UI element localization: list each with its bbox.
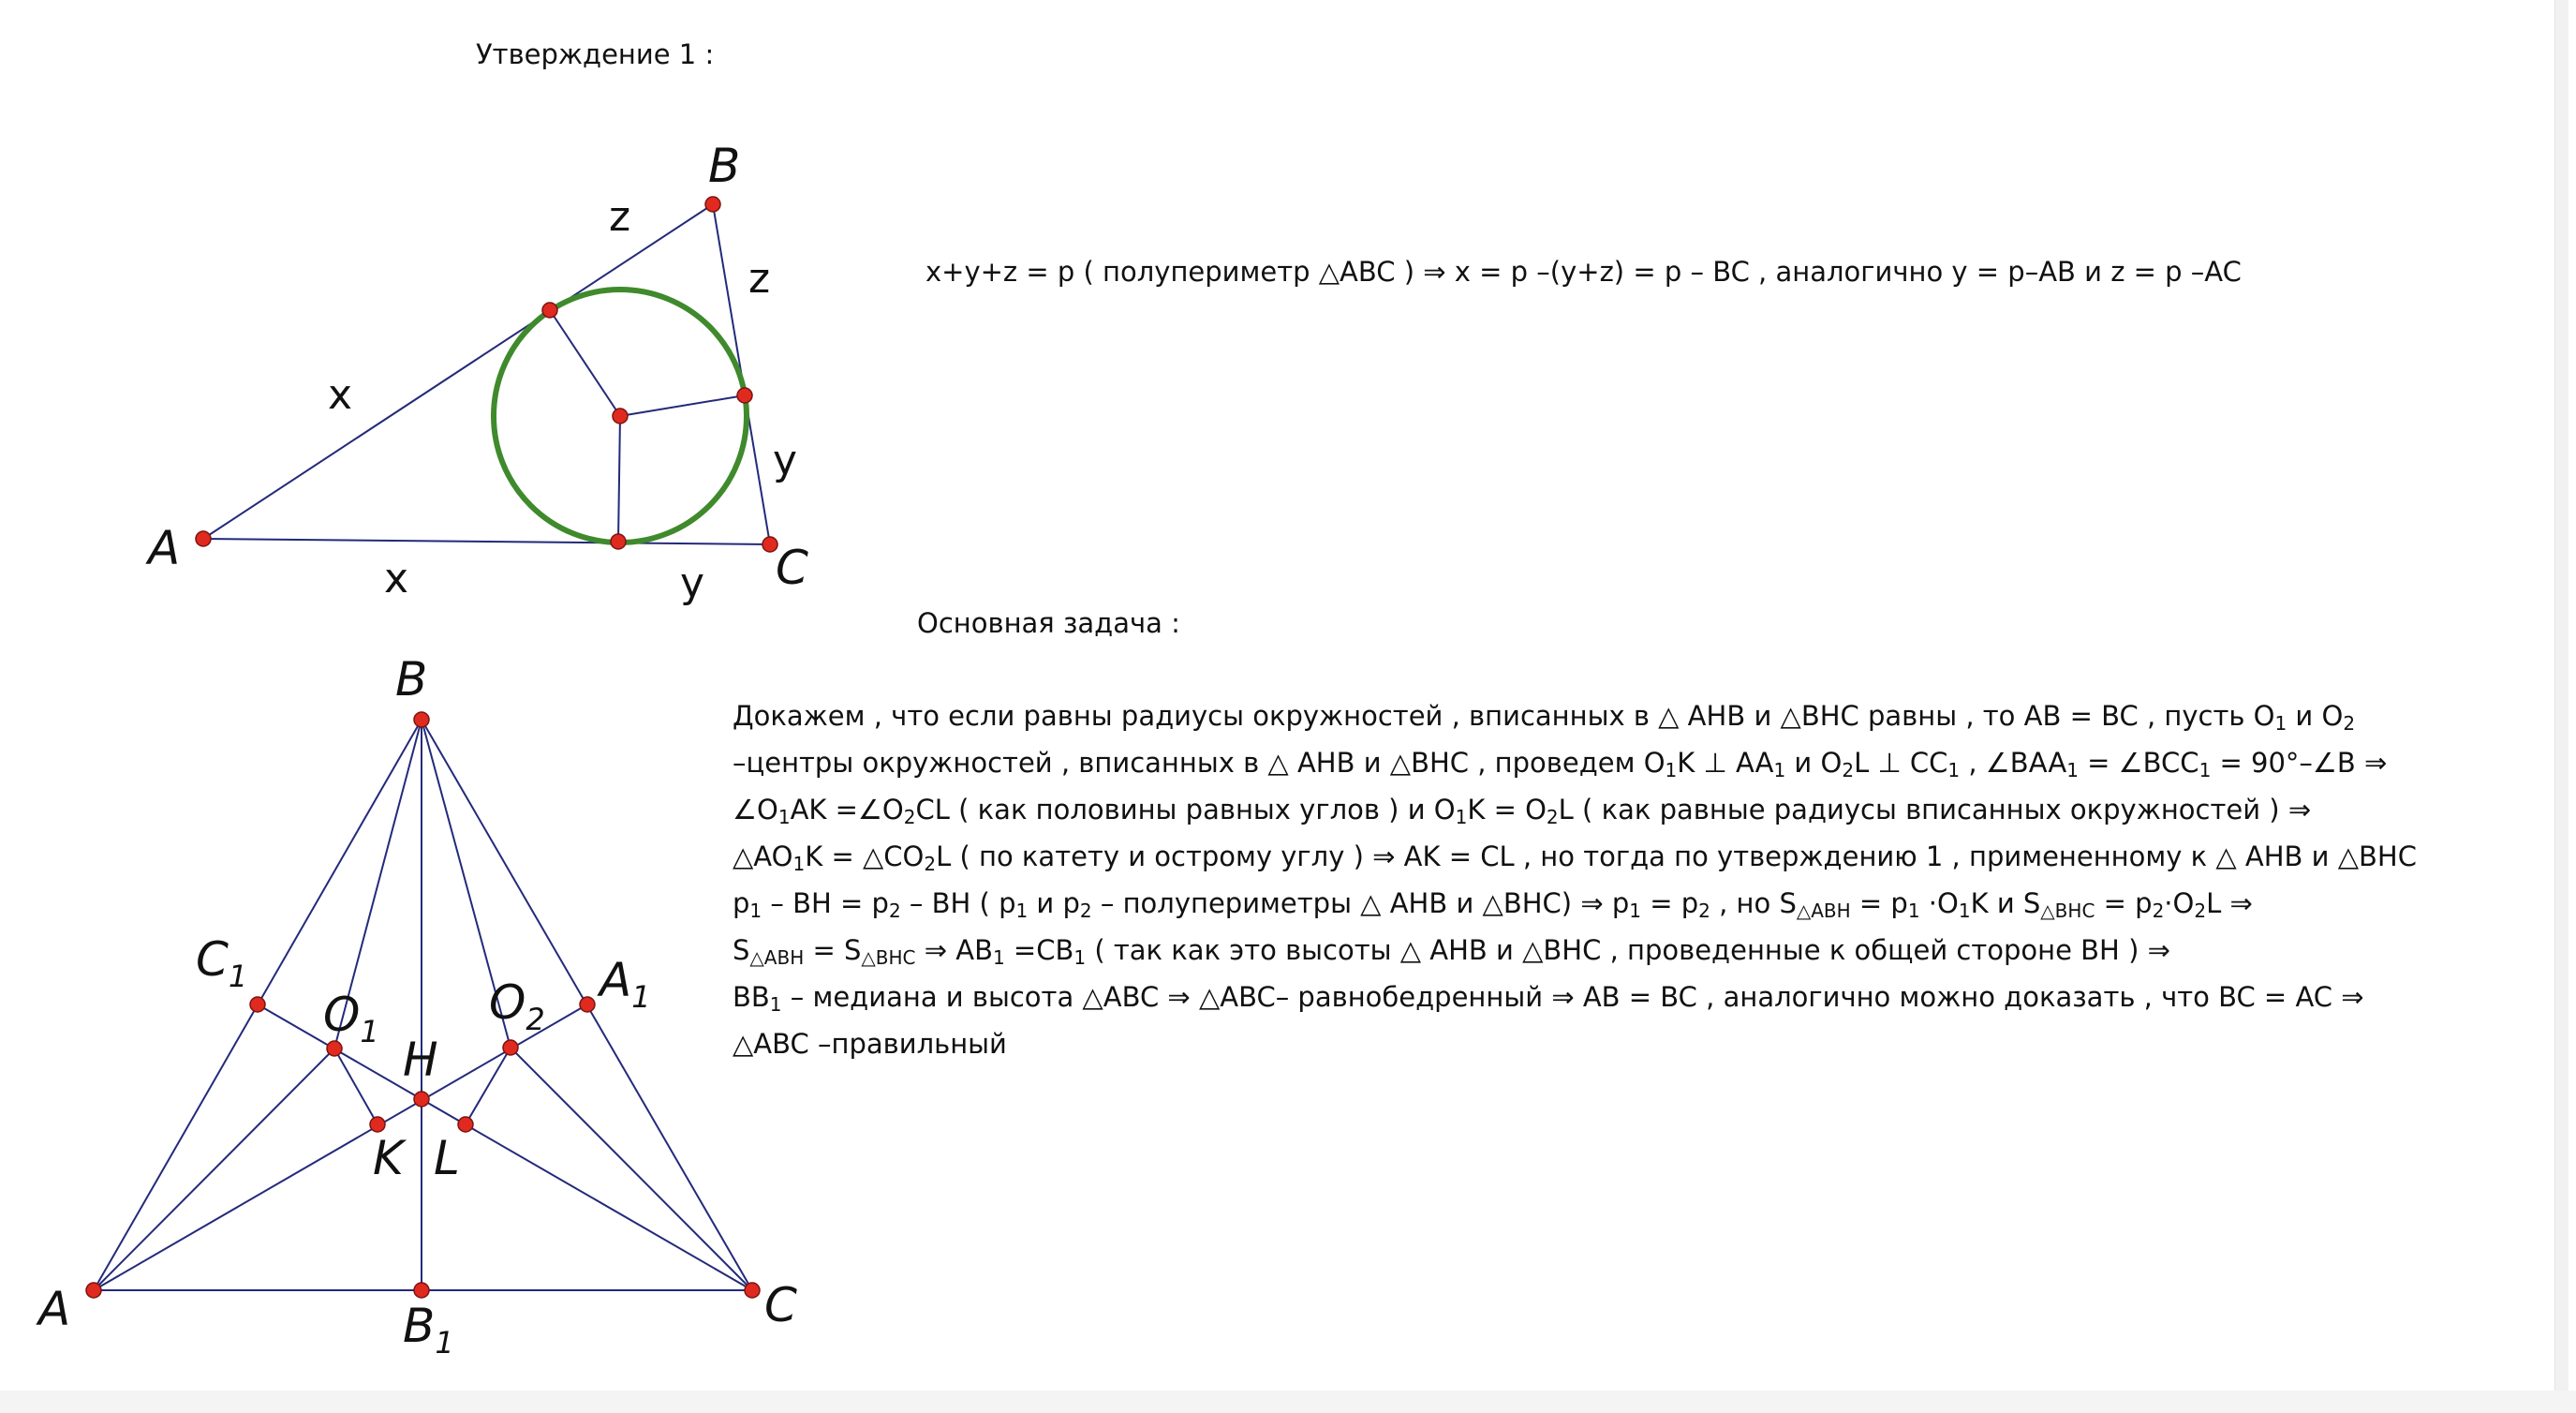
label-a-1: A bbox=[148, 521, 181, 575]
label-b-2: B bbox=[395, 652, 428, 706]
proof-line-1: Докажем , что если равны радиусы окружностей , вписанных в △ AHB и △BHC равны , то AB = BC , пусть $O_1$ и $O_2$ bbox=[733, 700, 2356, 735]
label-x-ac: x bbox=[384, 555, 409, 602]
label-x-ab: x bbox=[328, 371, 353, 419]
proof-line-5: $p_1$ – BH = $p_2$ – BH ( $p_1$ и $p_2$ – полупериметры △ AHB и △BHC) ⇒ $p_1 = p_2$ , но $S_{\triangle ABH} = p_1 \cdot O_1K$ и $S_{\triangle BHC} = p_2\cdot O_2L$ ⇒ bbox=[733, 887, 2253, 922]
label-a1: $A_1$ bbox=[600, 953, 651, 1015]
label-y-bc: y bbox=[773, 437, 798, 484]
bisector-co2 bbox=[511, 1048, 752, 1290]
statement-formula: x+y+z = p ( полупериметр △ABC ) ⇒ x = p –(y+z) = p – BC , аналогично y = p–AB и z = p –AC bbox=[925, 256, 2242, 288]
label-o2: $O_2$ bbox=[489, 975, 545, 1037]
proof-line-6: $S_{\triangle ABH} = S_{\triangle BHC}$ ⇒ $AB_1 =CB_1$ ( так как это высоты △ AHB и △BHC , проведенные к общей стороне BH ) ⇒ bbox=[733, 934, 2170, 969]
radius-ac bbox=[618, 416, 620, 542]
label-o1: $O_1$ bbox=[323, 988, 379, 1049]
radius-o1k bbox=[334, 1049, 378, 1124]
point-b-2 bbox=[414, 712, 429, 727]
point-b-1 bbox=[705, 197, 720, 212]
point-o2 bbox=[503, 1040, 518, 1055]
main-title: Основная задача : bbox=[917, 607, 1180, 639]
proof-line-3: $\angle O_1AK$ $=\angle O_2CL$ ( как половины равных углов ) и $O_1K = O_2L$ ( как равные радиусы вписанных окружностей ) ⇒ bbox=[733, 794, 2312, 828]
point-tangency-ab bbox=[542, 303, 557, 318]
radius-ab bbox=[550, 310, 620, 416]
statement-title: Утверждение 1 : bbox=[476, 38, 715, 70]
label-z-ab: z bbox=[609, 193, 631, 241]
label-b1: $B_1$ bbox=[403, 1299, 454, 1361]
proof-line-7: $BB_1$ – медиана и высота △ABC ⇒ △ABC– равнобедренный ⇒ AB = BC , аналогично можно доказать , что BC = AC ⇒ bbox=[733, 981, 2364, 1016]
point-c-2 bbox=[745, 1283, 760, 1298]
point-b1 bbox=[414, 1283, 429, 1298]
label-a-2: A bbox=[38, 1282, 71, 1336]
figure-1-incircle bbox=[145, 139, 808, 607]
point-tangency-ac bbox=[611, 534, 626, 549]
side-ab-1 bbox=[203, 204, 713, 539]
radius-bc bbox=[620, 395, 745, 416]
label-c-1: C bbox=[776, 541, 808, 595]
point-incenter bbox=[613, 409, 628, 424]
point-c1 bbox=[250, 997, 265, 1012]
point-k bbox=[370, 1117, 385, 1132]
label-c1: $C_1$ bbox=[196, 932, 248, 994]
label-y-ac: y bbox=[680, 559, 705, 607]
point-l bbox=[458, 1117, 473, 1132]
label-k: K bbox=[373, 1131, 404, 1185]
proof-line-2: –центры окружностей , вписанных в △ AHB и △BHC , проведем $O_1K$ ⊥ $AA_1$ и $O_2L$ ⊥ $CC_1$ , $\angle BAA_1$ = $\angle BCC_1$ = 90°–∠B ⇒ bbox=[733, 747, 2388, 781]
proof-line-4: $\triangle AO_1K$ = $\triangle CO_2L$ ( по катету и острому углу ) ⇒ AK = CL , но тогда по утверждению 1 , примененному к △ AHB и △BHC bbox=[733, 840, 2417, 875]
radius-o2l bbox=[466, 1048, 511, 1124]
label-z-bc: z bbox=[748, 255, 771, 303]
point-a-1 bbox=[196, 531, 211, 546]
label-b-1: B bbox=[708, 139, 741, 193]
proof-line-8: △ABC –правильный bbox=[733, 1028, 1007, 1060]
bisector-ao1 bbox=[94, 1049, 334, 1290]
label-l: L bbox=[434, 1131, 460, 1185]
label-h: H bbox=[403, 1033, 438, 1087]
side-ac-1 bbox=[203, 539, 770, 544]
figure-2-main-problem bbox=[36, 652, 797, 1361]
point-a1 bbox=[580, 997, 595, 1012]
label-c-2: C bbox=[764, 1278, 797, 1332]
point-tangency-bc bbox=[737, 388, 752, 403]
point-h bbox=[414, 1092, 429, 1107]
point-a-2 bbox=[86, 1283, 101, 1298]
point-o1 bbox=[327, 1041, 342, 1056]
